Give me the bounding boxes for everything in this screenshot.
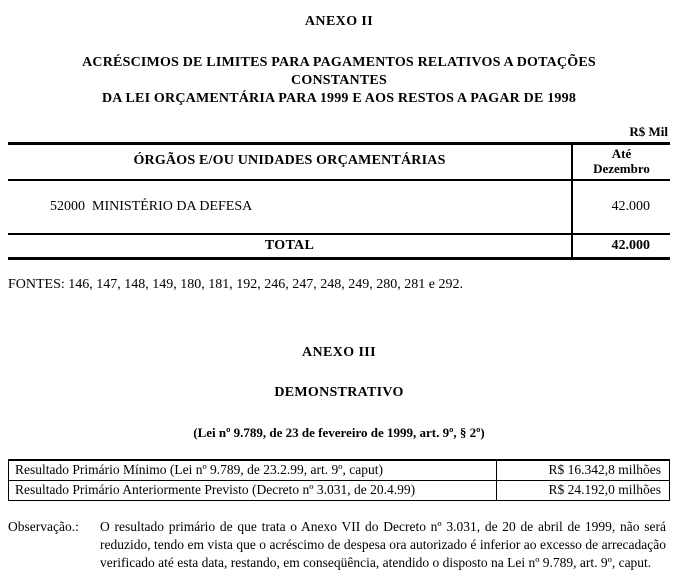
anexo2-subtitle-line1: ACRÉSCIMOS DE LIMITES PARA PAGAMENTOS RELATIVOS A DOTAÇÕES [82,55,596,70]
fontes-note: FONTES: 146, 147, 148, 149, 180, 181, 192, 246, 247, 248, 249, 280, 281 e 292. [8,277,463,293]
observacao-text: O resultado primário de que trata o Anexo VII do Decreto nº 3.031, de 20 de abril de 1999, não será reduzido, tendo em vista que o acréscimo de despesa ora autorizado é inferior ao excesso de arrecadação verificado até esta data, restando, em conseqüência, atendido o disposto na Lei nº 9.789, art. 9º, caput. [100,519,666,570]
resultado-previsto-label: Resultado Primário Anteriormente Previsto (Decreto nº 3.031, de 20.4.99) [9,481,497,501]
anexo2-subtitle-line3: DA LEI ORÇAMENTÁRIA PARA 1999 E AOS RESTOS A PAGAR DE 1998 [101,91,577,107]
anexo2-title: ANEXO II [304,14,374,29]
resultado-minimo-label: Resultado Primário Mínimo (Lei nº 9.789, de 23.2.99, art. 9º, caput) [9,460,497,481]
orgao-cell: 52000 MINISTÉRIO DA DEFESA [8,180,572,234]
anexo2-subtitle-line2: CONSTANTES [291,73,387,89]
observacao-block [8,518,670,571]
valor-cell: 42.000 [572,180,670,234]
total-value: 42.000 [572,234,670,259]
anexo3-demonstrativo-table [8,459,670,501]
ate-dezembro-column-header [572,143,670,180]
resultado-minimo-value: R$ 16.342,8 milhões [497,460,670,481]
total-row [8,234,670,259]
anexo2-subtitle [8,54,670,109]
anexo3-title: ANEXO III [301,345,376,361]
currency-unit-label: R$ Mil [629,123,668,139]
observacao-label: Observação.: [8,519,79,535]
table-row [9,481,670,501]
col2-header-line2: Dezembro [593,160,650,176]
table-row [8,180,670,234]
table-header-row [8,143,670,180]
total-label: TOTAL [264,238,315,254]
table-row [9,460,670,481]
demonstrativo-title: DEMONSTRATIVO [274,385,404,401]
resultado-previsto-value: R$ 24.192,0 milhões [497,481,670,501]
orgaos-column-header: ÓRGÃOS E/OU UNIDADES ORÇAMENTÁRIAS [8,143,572,180]
anexo2-limits-table [8,142,670,261]
col2-header-line1: Até [611,145,632,161]
law-reference: (Lei nº 9.789, de 23 de fevereiro de 1999, art. 9º, § 2º) [193,425,485,441]
